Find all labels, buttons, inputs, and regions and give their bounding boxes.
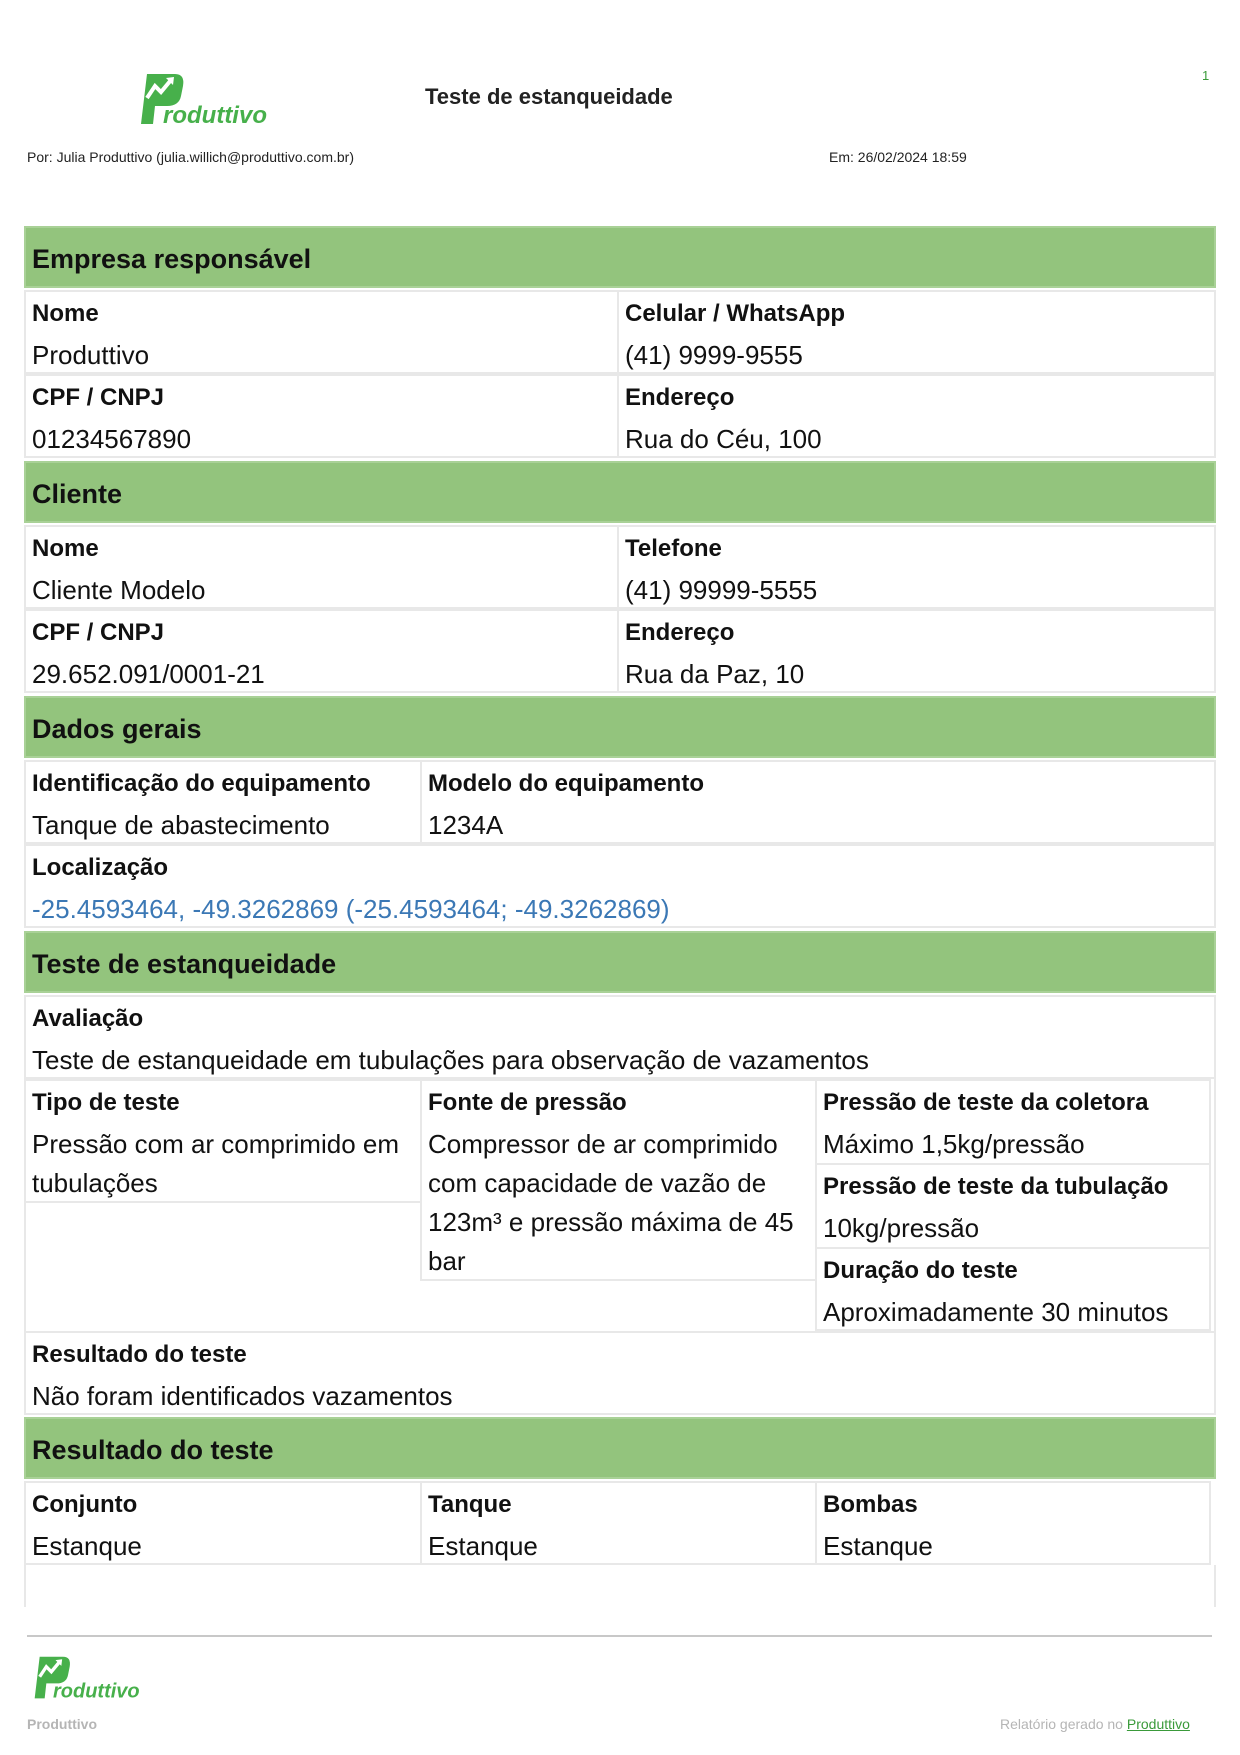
field-identificacao-equipamento (24, 760, 422, 844)
section-header-teste (24, 931, 1216, 993)
footer-divider (27, 1635, 1212, 1637)
field-cliente-endereco (617, 609, 1216, 693)
section-header-empresa (24, 226, 1216, 288)
author-line: Por: Julia Produttivo (julia.willich@produttivo.com.br) (27, 149, 354, 165)
field-value: 1234A (428, 810, 504, 840)
field-value: Máximo 1,5kg/pressão (823, 1129, 1085, 1159)
document-title: Teste de estanqueidade (425, 84, 673, 109)
field-cliente-nome (24, 525, 619, 609)
field-label: Conjunto (32, 1491, 138, 1518)
report-date: Em: 26/02/2024 18:59 (829, 149, 967, 165)
section-header-resultado (24, 1417, 1216, 1479)
field-label: Endereço (625, 384, 735, 411)
field-label: Nome (32, 535, 99, 562)
field-value: Rua da Paz, 10 (625, 659, 805, 689)
section-title: Empresa responsável (32, 244, 312, 274)
footer-logo (28, 1655, 153, 1701)
table-bottom-spacer (24, 1565, 1216, 1607)
field-label: Duração do teste (823, 1257, 1018, 1284)
field-value: Compressor de ar comprimido com capacidade de vazão de 123m³ e pressão máxima de 45 bar (428, 1129, 794, 1276)
field-value: (41) 9999-9555 (625, 340, 803, 370)
svg-text:roduttivo: roduttivo (163, 102, 267, 127)
field-bombas (815, 1481, 1211, 1565)
field-label: Bombas (823, 1491, 918, 1518)
field-value: Estanque (428, 1531, 538, 1561)
field-label: CPF / CNPJ (32, 619, 165, 646)
field-label: Identificação do equipamento (32, 770, 371, 797)
field-value: Estanque (823, 1531, 933, 1561)
field-label: Pressão de teste da tubulação (823, 1173, 1169, 1200)
field-value: Não foram identificados vazamentos (32, 1381, 453, 1411)
field-label: Resultado do teste (32, 1341, 247, 1368)
field-value: Pressão com ar comprimido em tubulações (32, 1129, 399, 1198)
field-label: Nome (32, 300, 99, 327)
field-value: Rua do Céu, 100 (625, 424, 822, 454)
field-label: Pressão de teste da coletora (823, 1089, 1149, 1116)
field-value: Teste de estanqueidade em tubulações para observação de vazamentos (32, 1045, 869, 1075)
section-title: Cliente (32, 479, 123, 509)
field-value: Produttivo (32, 340, 150, 370)
field-pressao-tubulacao (815, 1163, 1211, 1249)
field-modelo-equipamento (420, 760, 817, 844)
field-value: (41) 99999-5555 (625, 575, 818, 605)
logo-icon (133, 72, 283, 127)
field-cliente-cpf-cnpj (24, 609, 619, 693)
field-value: 10kg/pressão (823, 1213, 980, 1243)
field-label: Endereço (625, 619, 735, 646)
field-duracao-teste (815, 1247, 1211, 1331)
empty-cell (815, 760, 1216, 844)
field-fonte-pressao (420, 1079, 817, 1281)
field-value: 29.652.091/0001-21 (32, 659, 265, 689)
field-tipo-teste (24, 1079, 422, 1203)
produttivo-logo (133, 72, 283, 127)
field-empresa-celular (617, 290, 1216, 374)
field-label: Fonte de pressão (428, 1089, 627, 1116)
field-value: Aproximadamente 30 minutos (823, 1297, 1169, 1327)
footer-generated (1000, 1716, 1190, 1732)
field-pressao-coletora (815, 1079, 1211, 1165)
field-label: CPF / CNPJ (32, 384, 165, 411)
location-link[interactable]: -25.4593464, -49.3262869 (-25.4593464; -49.3262869) (32, 894, 670, 924)
field-empresa-cpf-cnpj (24, 374, 619, 458)
field-resultado-teste (24, 1331, 1216, 1415)
section-header-cliente (24, 461, 1216, 523)
field-tanque (420, 1481, 817, 1565)
field-label: Avaliação (32, 1005, 144, 1032)
field-localizacao (24, 844, 1216, 928)
section-header-dados-gerais (24, 696, 1216, 758)
section-title: Dados gerais (32, 714, 202, 744)
field-label: Tanque (428, 1491, 512, 1518)
footer-brand: Produttivo (27, 1716, 97, 1732)
field-value: Cliente Modelo (32, 575, 206, 605)
field-label: Modelo do equipamento (428, 770, 704, 797)
field-cliente-telefone (617, 525, 1216, 609)
svg-text:roduttivo: roduttivo (53, 1680, 140, 1701)
field-empresa-endereco (617, 374, 1216, 458)
field-conjunto (24, 1481, 422, 1565)
field-label: Tipo de teste (32, 1089, 180, 1116)
logo-icon (28, 1655, 153, 1701)
generated-prefix: Relatório gerado no (1000, 1716, 1127, 1732)
field-avaliacao (24, 995, 1216, 1079)
field-empresa-nome (24, 290, 619, 374)
field-value: Estanque (32, 1531, 142, 1561)
page-number: 1 (1202, 68, 1210, 83)
field-label: Celular / WhatsApp (625, 300, 846, 327)
section-title: Resultado do teste (32, 1435, 274, 1465)
field-label: Telefone (625, 535, 722, 562)
field-label: Localização (32, 854, 169, 881)
section-title: Teste de estanqueidade (32, 949, 337, 979)
produttivo-link[interactable]: Produttivo (1126, 1716, 1190, 1732)
field-value: 01234567890 (32, 424, 192, 454)
field-value: Tanque de abastecimento (32, 810, 330, 840)
